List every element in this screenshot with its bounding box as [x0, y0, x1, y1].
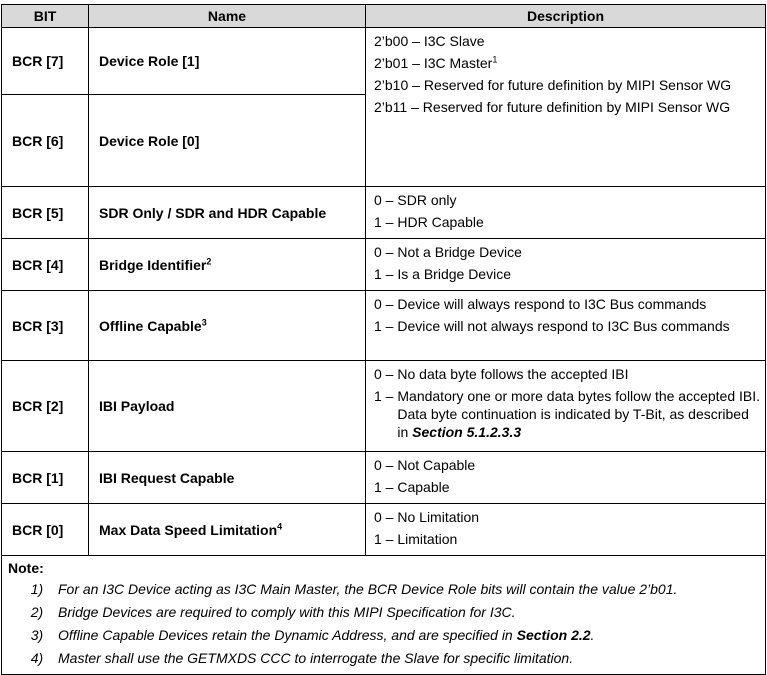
footnote-ref: 1	[492, 54, 498, 65]
description-cell	[366, 291, 766, 361]
bit-cell: BCR [7]	[2, 28, 89, 95]
bcr-table	[1, 4, 766, 675]
note-item: 2) Bridge Devices are required to comply with this MIPI Specification for I3C.	[30, 604, 516, 620]
description-cell	[366, 187, 766, 239]
header-bit: BIT	[2, 5, 89, 28]
description-cell	[366, 239, 766, 291]
desc-item: 1 – Capable	[374, 479, 450, 495]
name-cell: Max Data Speed Limitation$^4$	[89, 504, 366, 556]
name-cell: Device Role [1]	[89, 28, 366, 95]
table-row	[2, 452, 766, 504]
desc-item: 2’b01 – I3C Master$^1$	[374, 54, 498, 71]
description-cell	[366, 361, 766, 452]
notes-title: Note:	[8, 560, 44, 576]
bit-cell: BCR [0]	[2, 504, 89, 556]
header-name: Name	[89, 5, 366, 28]
footnote-ref: 3	[201, 316, 207, 327]
desc-item: 0 – SDR only	[374, 192, 457, 208]
table-row	[2, 187, 766, 239]
desc-item: 1 – Mandatory one or more data bytes follow the accepted IBI. Data byte continuation is indicated by T-Bit, as described in Section 5.1.2.3.3	[374, 388, 761, 440]
description-cell	[366, 504, 766, 556]
bit-cell: BCR [1]	[2, 452, 89, 504]
desc-item: 2’b10 – Reserved for future definition by MIPI Sensor WG	[374, 77, 732, 93]
footnote-ref: 2	[206, 255, 212, 266]
name-cell: IBI Payload	[89, 361, 366, 452]
desc-item: 0 – No data byte follows the accepted IBI	[374, 366, 629, 382]
header-description: Description	[366, 5, 766, 28]
desc-item: 0 – Device will always respond to I3C Bus commands	[374, 296, 707, 312]
desc-item: 2’b11 – Reserved for future definition by MIPI Sensor WG	[374, 99, 731, 115]
name-cell: Offline Capable$^3$	[89, 291, 366, 361]
desc-item: 2’b00 – I3C Slave	[374, 33, 485, 49]
table-row	[2, 28, 766, 95]
notes-cell	[2, 556, 766, 675]
desc-item: 1 – Limitation	[374, 531, 458, 547]
name-cell: Device Role [0]	[89, 95, 366, 187]
footnote-ref: 4	[277, 520, 283, 531]
table-row	[2, 504, 766, 556]
section-reference: Section 5.1.2.3.3	[412, 424, 522, 440]
bit-cell: BCR [5]	[2, 187, 89, 239]
name-cell: Bridge Identifier$^2$	[89, 239, 366, 291]
bit-cell: BCR [4]	[2, 239, 89, 291]
description-cell	[366, 452, 766, 504]
table-row	[2, 361, 766, 452]
note-item: 1) For an I3C Device acting as I3C Main Master, the BCR Device Role bits will contain the value 2’b01.	[30, 581, 678, 597]
desc-item: 1 – Is a Bridge Device	[374, 266, 511, 282]
note-item: 3) Offline Capable Devices retain the Dynamic Address, and are specified in Section 2.2.	[30, 627, 595, 643]
table-header-row	[2, 5, 766, 28]
bcr-table-container	[1, 4, 765, 675]
desc-item: 0 – No Limitation	[374, 509, 480, 525]
name-cell: IBI Request Capable	[89, 452, 366, 504]
desc-item: 1 – HDR Capable	[374, 214, 484, 230]
section-reference: Section 2.2	[516, 627, 591, 643]
table-row	[2, 239, 766, 291]
desc-item: 0 – Not Capable	[374, 457, 476, 473]
table-row	[2, 291, 766, 361]
name-cell: SDR Only / SDR and HDR Capable	[89, 187, 366, 239]
bit-cell: BCR [2]	[2, 361, 89, 452]
desc-item: 1 – Device will not always respond to I3C Bus commands	[374, 318, 730, 334]
desc-item: 0 – Not a Bridge Device	[374, 244, 522, 260]
notes-row	[2, 556, 766, 675]
bit-cell: BCR [3]	[2, 291, 89, 361]
note-item: 4) Master shall use the GETMXDS CCC to interrogate the Slave for specific limitation.	[30, 650, 574, 666]
description-cell	[366, 28, 766, 187]
bit-cell: BCR [6]	[2, 95, 89, 187]
